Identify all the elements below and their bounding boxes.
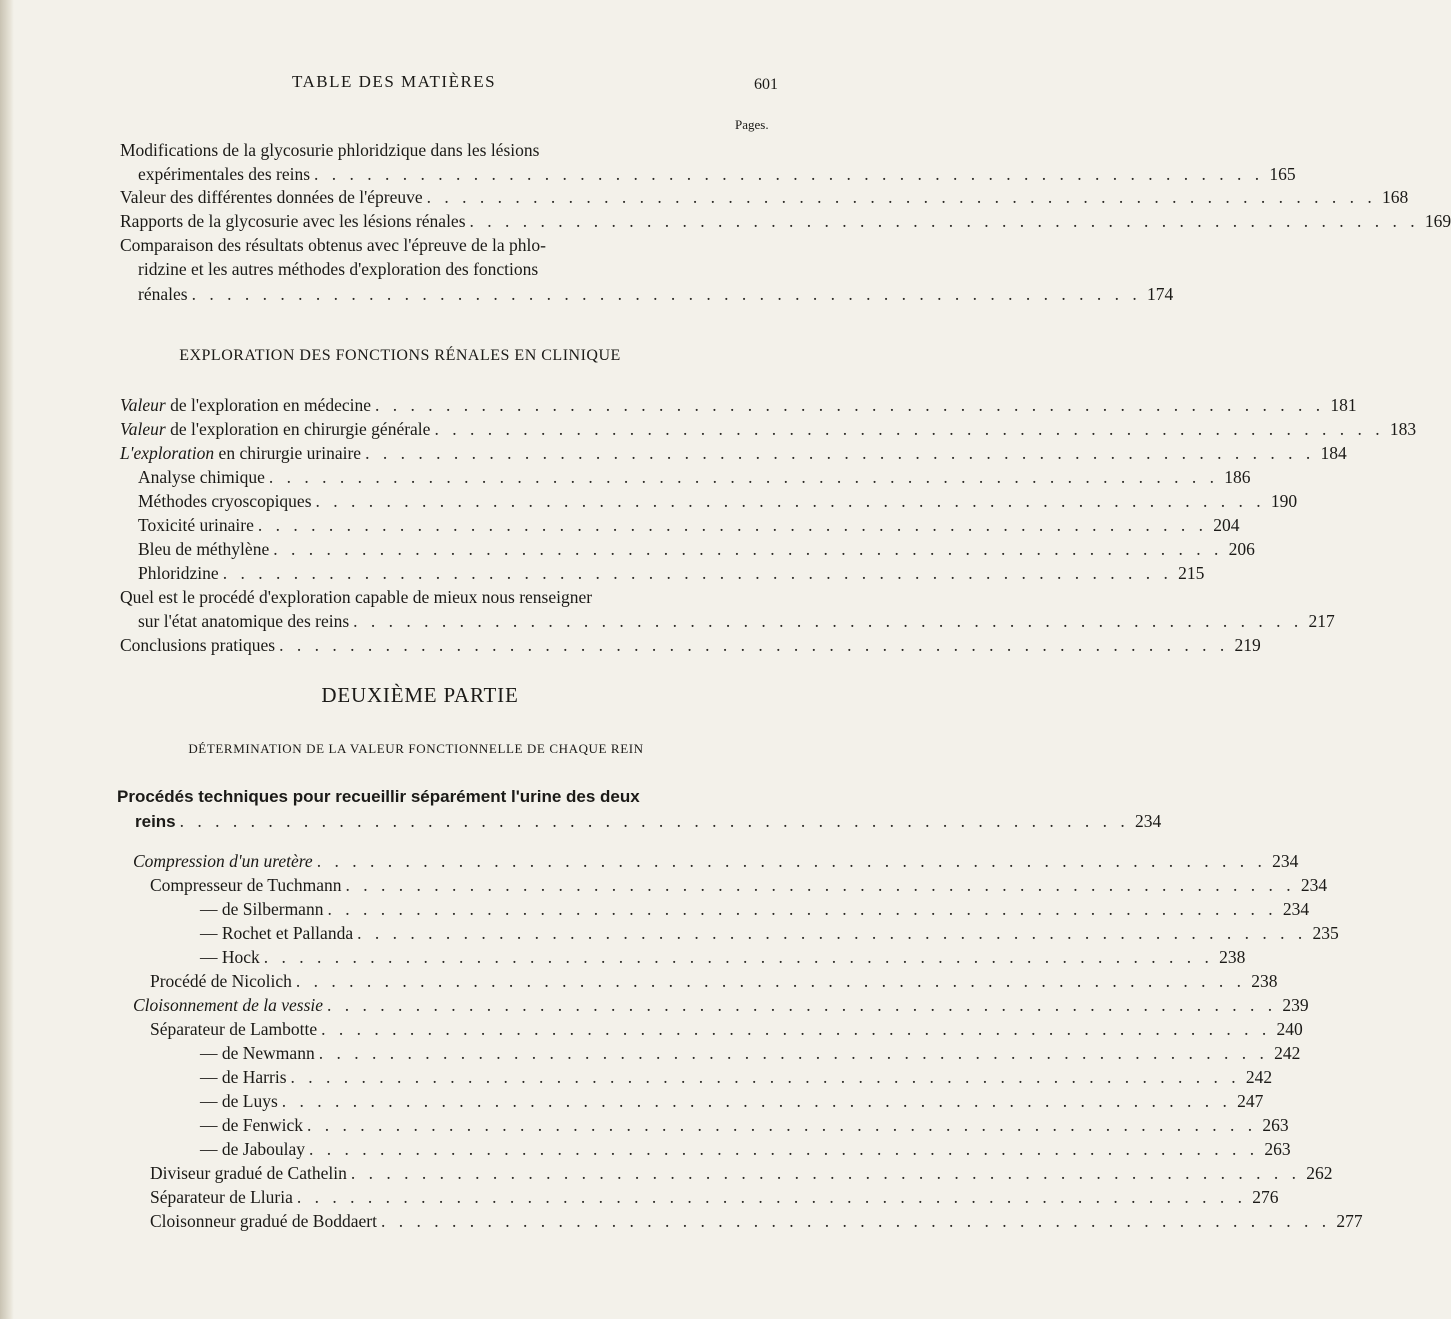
pages-column-label: Pages. [735,117,769,132]
toc-page-number: 215 [1178,563,1205,583]
toc-entry [150,1019,1303,1039]
toc-page-number: 239 [1282,995,1309,1015]
dot-leader: . . . . . . . . . . . . . . . . . . . . . . . . . . . . . . . . . . . . . . . . . . . . . . . . . . . . . . [296,1187,1247,1207]
page-header [0,72,800,96]
part-subheading: DÉTERMINATION DE LA VALEUR FONCTIONNELLE DE CHAQUE REIN [188,741,644,756]
toc-entry-text [133,851,313,871]
dot-leader: . . . . . . . . . . . . . . . . . . . . . . . . . . . . . . . . . . . . . . . . . . . . . . . . . . . . . . [327,899,1278,919]
dot-leader: . . . . . . . . . . . . . . . . . . . . . . . . . . . . . . . . . . . . . . . . . . . . . . . . . . . . . . [290,1067,1241,1087]
toc-entry-text: Conclusions pratiques [120,635,276,655]
part-heading: DEUXIÈME PARTIE [321,683,519,707]
toc-entry [150,971,1278,991]
toc-page-number: 169 [1424,211,1451,231]
toc-entry-text: Comparaison des résultats obtenus avec l'épreuve de la phlo- [120,235,546,255]
dot-leader: . . . . . . . . . . . . . . . . . . . . . . . . . . . . . . . . . . . . . . . . . . . . . . . . . . . . . . [345,875,1296,895]
toc-entry [200,947,1246,967]
dot-leader: . . . . . . . . . . . . . . . . . . . . . . . . . . . . . . . . . . . . . . . . . . . . . . . . . . . . . . [357,923,1307,943]
toc-page-number: 235 [1312,923,1339,943]
dot-leader: . . . . . . . . . . . . . . . . . . . . . . . . . . . . . . . . . . . . . . . . . . . . . . . . . . . . . . [222,563,1173,583]
italic-term: Compression d'un uretère [133,851,313,871]
toc-entry-text: reins [135,812,176,831]
toc-page-number: 238 [1219,947,1246,967]
toc-entry-text: — de Harris [200,1067,287,1087]
toc-entry [135,811,1162,832]
toc-entry [120,395,1357,415]
toc-entry [150,1187,1279,1207]
toc-entry [200,1091,1264,1111]
toc-page-number: 174 [1146,284,1174,304]
toc-page-number: 181 [1330,395,1357,415]
toc-page-number: 219 [1234,635,1261,655]
dot-leader: . . . . . . . . . . . . . . . . . . . . . . . . . . . . . . . . . . . . . . . . . . . . . . . . . . . . . . [353,611,1303,631]
dot-leader: . . . . . . . . . . . . . . . . . . . . . . . . . . . . . . . . . . . . . . . . . . . . . . . . . . . . . . [318,1043,1269,1063]
toc-entry [120,419,1417,439]
toc-entry-text: — de Silbermann [200,899,324,919]
toc-page-number: 234 [1272,851,1299,871]
toc-lead-text: Procédés techniques pour recueillir séparément l'urine des deux [117,787,640,806]
toc-entry-text: Diviseur gradué de Cathelin [150,1163,347,1183]
toc-entry-text: — de Luys [200,1091,278,1111]
toc-entry [120,187,1409,207]
dot-leader: . . . . . . . . . . . . . . . . . . . . . . . . . . . . . . . . . . . . . . . . . . . . . . . . . . . . . . [434,419,1385,439]
toc-entry [200,1043,1301,1063]
toc-entry [120,211,1451,231]
italic-term: Valeur [120,419,166,439]
toc-entry-text: — de Jaboulay [200,1139,305,1159]
toc-page-number: 234 [1300,875,1328,895]
dot-leader: . . . . . . . . . . . . . . . . . . . . . . . . . . . . . . . . . . . . . . . . . . . . . . . . . . . . . . [279,635,1229,655]
dot-leader: . . . . . . . . . . . . . . . . . . . . . . . . . . . . . . . . . . . . . . . . . . . . . . . . . . . . . . [316,851,1267,871]
dot-leader: . . . . . . . . . . . . . . . . . . . . . . . . . . . . . . . . . . . . . . . . . . . . . . . . . . . . . . [273,539,1223,559]
toc-entry [138,284,1174,304]
toc-entry [200,899,1310,919]
dot-leader: . . . . . . . . . . . . . . . . . . . . . . . . . . . . . . . . . . . . . . . . . . . . . . . . . . . . . . [375,395,1325,415]
toc-entry-rest: de l'exploration en chirurgie générale [165,419,431,439]
dot-leader: . . . . . . . . . . . . . . . . . . . . . . . . . . . . . . . . . . . . . . . . . . . . . . . . . . . . . . [350,1163,1301,1183]
toc-entry-text: — de Fenwick [200,1115,304,1135]
toc-entry-text: Valeur des différentes données de l'épreuve [120,187,423,207]
toc-entry [120,443,1347,463]
dot-leader: . . . . . . . . . . . . . . . . . . . . . . . . . . . . . . . . . . . . . . . . . . . . . . . . . . . . . . [191,284,1142,304]
running-title: TABLE DES MATIÈRES [292,72,497,91]
dot-leader: . . . . . . . . . . . . . . . . . . . . . . . . . . . . . . . . . . . . . . . . . . . . . . . . . . . . . . [365,443,1315,463]
page-number: 601 [754,76,778,93]
dot-leader: . . . . . . . . . . . . . . . . . . . . . . . . . . . . . . . . . . . . . . . . . . . . . . . . . . . . . . [321,1019,1271,1039]
toc-entry-text: Méthodes cryoscopiques [138,491,312,511]
toc-entry-text: ridzine et les autres méthodes d'exploration des fonctions [138,259,539,279]
italic-term: Cloisonnement de la vessie [133,995,324,1015]
toc-entry-text: Procédé de Nicolich [150,971,292,991]
toc-page-number: 242 [1245,1067,1273,1087]
toc-page-number: 276 [1252,1187,1279,1207]
toc-entry [138,164,1296,184]
toc-page-number: 263 [1262,1115,1289,1135]
section-heading: EXPLORATION DES FONCTIONS RÉNALES EN CLINIQUE [179,347,621,364]
toc-page-number: 183 [1389,419,1417,439]
toc-entry-rest: de l'exploration en médecine [165,395,371,415]
dot-leader: . . . . . . . . . . . . . . . . . . . . . . . . . . . . . . . . . . . . . . . . . . . . . . . . . . . . . . [315,491,1266,511]
toc-entry [138,467,1251,487]
toc-page-number: 217 [1308,611,1335,631]
toc-entry [138,611,1335,631]
toc-page-number: 206 [1228,539,1255,559]
toc-entry-text: Compresseur de Tuchmann [150,875,342,895]
toc-entry-text: — Rochet et Pallanda [200,923,354,943]
toc-entry-text: — de Newmann [200,1043,315,1063]
dot-leader: . . . . . . . . . . . . . . . . . . . . . . . . . . . . . . . . . . . . . . . . . . . . . . . . . . . . . . [426,187,1377,207]
toc-entry [200,1139,1291,1159]
toc-entry-text [120,395,371,415]
toc-page-number: 277 [1336,1211,1363,1231]
toc-entry [200,1115,1289,1135]
toc-entry-text: sur l'état anatomique des reins [138,611,350,631]
toc-page-number: 263 [1264,1139,1291,1159]
dot-leader: . . . . . . . . . . . . . . . . . . . . . . . . . . . . . . . . . . . . . . . . . . . . . . . . . . . . . . [380,1211,1331,1231]
toc-entry [150,875,1328,895]
toc-entry [200,923,1339,943]
toc-entry [120,635,1261,655]
toc-entry-text: Séparateur de Lluria [150,1187,293,1207]
dot-leader: . . . . . . . . . . . . . . . . . . . . . . . . . . . . . . . . . . . . . . . . . . . . . . . . . . . . . . [263,947,1214,967]
toc-entry [150,1163,1333,1183]
toc-entry-text [120,419,430,439]
toc-page-number: 247 [1237,1091,1264,1111]
toc-entry-rest: en chirurgie urinaire [214,443,362,463]
page-binding-shadow [0,0,14,1319]
italic-term: Valeur [120,395,166,415]
toc-page-number: 168 [1382,187,1409,207]
toc-page-number: 186 [1224,467,1251,487]
dot-leader: . . . . . . . . . . . . . . . . . . . . . . . . . . . . . . . . . . . . . . . . . . . . . . . . . . . . . . [295,971,1246,991]
dot-leader: . . . . . . . . . . . . . . . . . . . . . . . . . . . . . . . . . . . . . . . . . . . . . . . . . . . . . . [308,1139,1259,1159]
dot-leader: . . . . . . . . . . . . . . . . . . . . . . . . . . . . . . . . . . . . . . . . . . . . . . . . . . . . . . [281,1091,1232,1111]
toc-entry [133,851,1299,871]
toc-entry [138,563,1205,583]
toc-page-number: 262 [1306,1163,1333,1183]
toc-entry [138,539,1255,559]
toc-page-number: 234 [1135,811,1162,831]
toc-entry-text [133,995,323,1015]
dot-leader: . . . . . . . . . . . . . . . . . . . . . . . . . . . . . . . . . . . . . . . . . . . . . . . . . . . . . . [307,1115,1257,1135]
toc-entry [138,515,1240,535]
dot-leader: . . . . . . . . . . . . . . . . . . . . . . . . . . . . . . . . . . . . . . . . . . . . . . . . . . . . . . [179,811,1130,831]
toc-entry-text: — Hock [200,947,260,967]
toc-entry-text: Séparateur de Lambotte [150,1019,318,1039]
toc-entry [200,1067,1273,1087]
toc-page-number: 240 [1276,1019,1303,1039]
toc-entry-text: rénales [138,284,188,304]
toc-entry-text: Toxicité urinaire [138,515,254,535]
toc-entry [138,491,1298,511]
toc-entry-text: Rapports de la glycosurie avec les lésions rénales [120,211,466,231]
toc-page-number: 238 [1251,971,1278,991]
toc-entry-text [120,443,361,463]
toc-entry-text: expérimentales des reins [138,164,311,184]
toc-entry-text: Bleu de méthylène [138,539,270,559]
italic-term: L'exploration [120,443,215,463]
dot-leader: . . . . . . . . . . . . . . . . . . . . . . . . . . . . . . . . . . . . . . . . . . . . . . . . . . . . . . [327,995,1277,1015]
toc-page-number: 242 [1274,1043,1301,1063]
toc-entry-text: Cloisonneur gradué de Boddaert [150,1211,377,1231]
toc-entry [133,995,1309,1015]
toc-page-number: 184 [1320,443,1347,463]
toc-entry-text: Quel est le procédé d'exploration capable de mieux nous renseigner [120,587,593,607]
toc-page-number: 204 [1213,515,1240,535]
toc-entry-text: Phloridzine [138,563,219,583]
toc-entry-text: Analyse chimique [138,467,265,487]
toc-page-number: 234 [1282,899,1310,919]
toc-entry-text: Modifications de la glycosurie phloridzique dans les lésions [120,140,540,160]
dot-leader: . . . . . . . . . . . . . . . . . . . . . . . . . . . . . . . . . . . . . . . . . . . . . . . . . . . . . . [469,211,1420,231]
toc-page-number: 165 [1269,164,1296,184]
dot-leader: . . . . . . . . . . . . . . . . . . . . . . . . . . . . . . . . . . . . . . . . . . . . . . . . . . . . . . [257,515,1208,535]
dot-leader: . . . . . . . . . . . . . . . . . . . . . . . . . . . . . . . . . . . . . . . . . . . . . . . . . . . . . . [314,164,1264,184]
toc-entry [150,1211,1363,1231]
dot-leader: . . . . . . . . . . . . . . . . . . . . . . . . . . . . . . . . . . . . . . . . . . . . . . . . . . . . . . [268,467,1219,487]
toc-page-number: 190 [1270,491,1298,511]
